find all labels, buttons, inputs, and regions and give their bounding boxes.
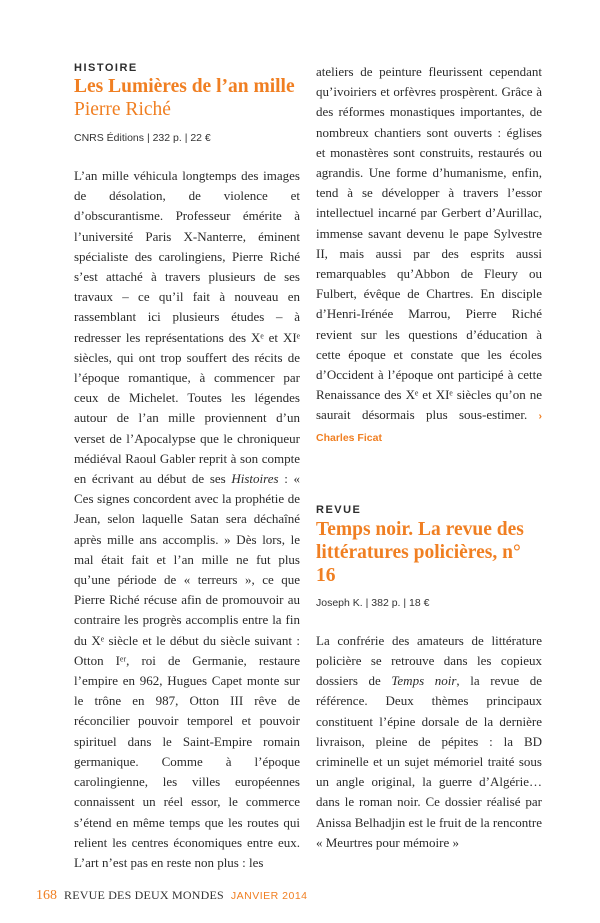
magazine-name: REVUE DES DEUX MONDES <box>64 888 224 902</box>
issue-date: JANVIER 2014 <box>230 890 308 902</box>
page-number: 168 <box>36 888 57 903</box>
review-text-segment: L’an mille véhicula longtemps des images de désolation, de violence et d’obscurantisme. Professeur émérite à l’université Paris X-Nanterre, éminent spécialiste des carolingiens, Pierre Riché s’est attaché à travers plusieurs de ses travaux – ce qu’il fait à nouveau en rassemblant ici plusieurs études – à redresser les représentations des Xᵉ et XIᵉ siècles, qui ont trop souffert des récits de l’époque romantique, à commencer par ceux de Michelet. Toutes les légendes autour de l’an mille proviennent d’un verset de l’Apocalypse que le chroniqueur médiéval Raoul Gabler reprit à son compte en écrivant au début de ses <box>74 168 300 487</box>
right-column <box>316 62 542 853</box>
book-title: Les Lumières de l’an mille <box>74 76 295 97</box>
book-author: Pierre Riché <box>74 99 171 120</box>
review-revue <box>316 504 542 853</box>
left-column <box>74 62 300 873</box>
revue-text <box>316 631 542 853</box>
review-text-segment-continued: : « Ces signes concordent avec la prophétie de Jean, selon laquelle Satan sera déchaîné après mille ans accomplis. » Dès lors, le mal était fait et l’an mille ne fut plus qu’une période de « terreurs », ce que Pierre Riché récuse afin de promouvoir au contraire les progrès accomplis entre la fin du Xᵉ siècle et le début du siècle suivant : Otton Iᵉʳ, roi de Germanie, restaure l’empire en 962, Hugues Capet monte sur le trône en 987, Otton III rêve de réconcilier pouvoir temporel et pouvoir spirituel dans le Saint-Empire romain germanique. Comme à l’époque carolingienne, les villes européennes connaissent un réel essor, le commerce s’étend en même temps que les routes qui relient les centres économiques entre eux. L’art n’est pas en reste non plus : les <box>74 471 300 870</box>
review-text-segment-continued-overflow: ateliers de peinture fleurissent cependant qu’ivoiriers et orfèvres prospèrent. Grâce à des réformes monastiques importantes, de nombreux chantiers sont ouverts : églises et monastères sont construits, restaurés ou agrandis. Une forme d’humanisme, enfin, tend à se développer à travers l’essor intellectuel incarné par Gerbert d’Aurillac, immense savant devenu le pape Sylvestre II, mais aussi par des esprits aussi remarquables qu’Abbon de Fleury ou Fulbert, évêque de Chartres. En disciple d’Henri-Irénée Marrou, Pierre Riché revient sur les questions d’éducation à cette époque et constate que les écoles d’Occident à l’époque ont participé à cette Renaissance des Xᵉ et XIᵉ siècles qu’on ne saurait désormais plus sous-estimer. <box>316 64 542 423</box>
review-text-part-2 <box>316 62 542 448</box>
revue-publication-info: Joseph K. | 382 p. | 18 € <box>316 596 430 609</box>
rubric-revue: REVUE <box>316 503 362 516</box>
revue-title: Temps noir. La revue des littératures policières, n° 16 <box>316 518 524 586</box>
italic-work-title: Histoires <box>231 471 279 487</box>
italic-revue-title: Temps noir <box>391 673 457 689</box>
review-text-part-1 <box>74 166 300 873</box>
page-footer <box>36 888 308 904</box>
revue-text-segment-continued: , la revue de référence. Deux thèmes principaux constituent l’épine dorsale de la dernière livraison, pleine de pépites : la BD criminelle et un sujet mémoriel traité sous un angle original, la guerre d’Algérie… dans le roman noir. Ce dossier réalisé par Anissa Belhadjin est le fruit de la rencontre « Meurtres pour mémoire » <box>316 673 542 850</box>
review-signature-overflow: › Charles Ficat <box>316 410 542 444</box>
revue-text-segment: La confrérie des amateurs de littérature policière se retrouve dans les copieux dossiers de <box>316 632 542 689</box>
publication-info: CNRS Éditions | 232 p. | 22 € <box>74 132 211 144</box>
rubric-histoire: HISTOIRE <box>74 62 138 74</box>
